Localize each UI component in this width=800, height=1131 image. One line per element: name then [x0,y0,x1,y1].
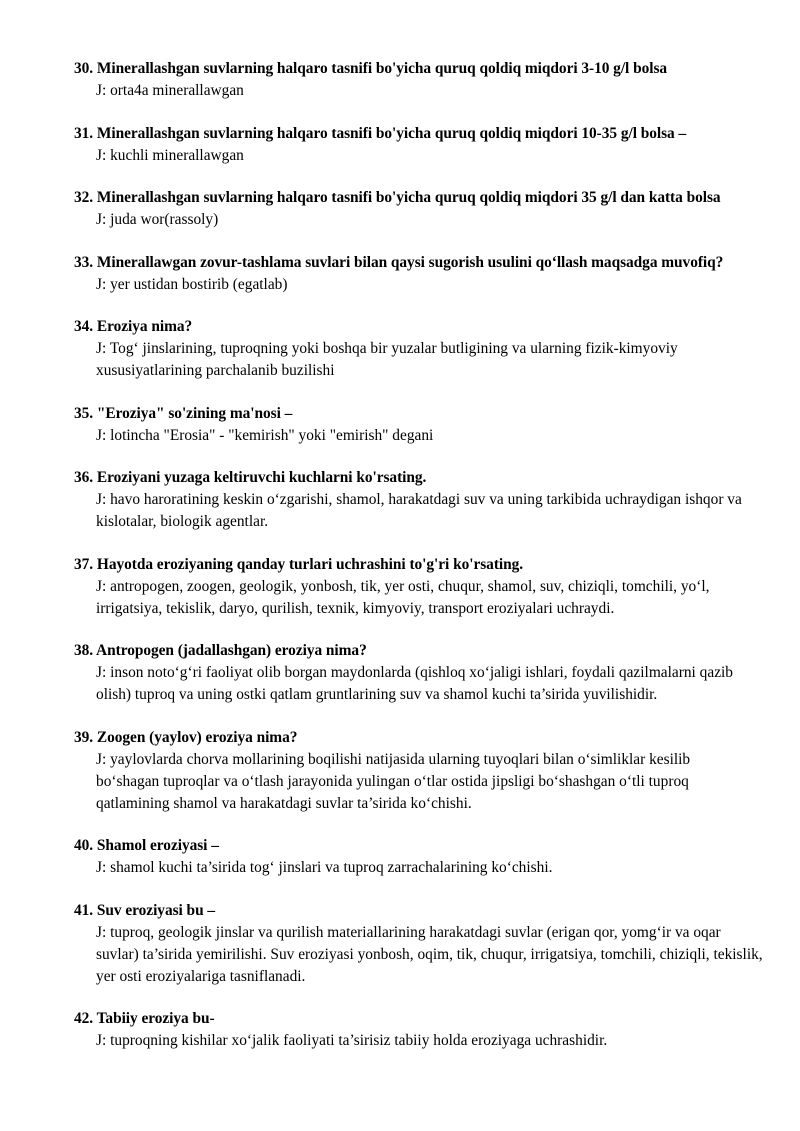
qa-item-32 [74,187,764,231]
question-number: 41. [74,901,94,919]
qa-item-42 [74,1008,764,1052]
qa-item-33 [74,252,764,296]
question-number: 32. [74,189,94,206]
question [74,316,764,338]
answer-text: J: yaylovlarda chorva mollarining boqilishi natijasida ularning tuyoqlari bilan o‘simliklar kesilib bo‘shagan tuproqlar va o‘tlash jarayonida yulingan o‘tlar ostida jipsligi bo‘shashgan o‘tli tuproq qatlamining shamol va harakatdagi suvlar ta’sirida ko‘chishi. [96,750,691,812]
question-text: "Eroziya" so'zining ma'nosi – [96,404,293,422]
qa-item-39 [74,727,764,815]
question-text: Hayotda eroziyaning qanday turlari uchrashini to'g'ri ko'rsating. [96,555,524,573]
question [74,187,764,209]
answer-text: J: tuproqning kishilar xo‘jalik faoliyati ta’sirisiz tabiiy holda eroziyaga uchrashidir. [96,1032,608,1049]
question-text: Shamol eroziyasi – [96,837,219,854]
qa-item-37 [74,554,764,620]
question-text: Minerallashgan suvlarning halqaro tasnifi bo'yicha quruq qoldiq miqdori 3-10 g/l bolsa [96,60,668,77]
question-number: 39. [74,728,94,746]
qa-item-36 [74,467,764,533]
question-text: Minerallawgan zovur-tashlama suvlari bilan qaysi sugorish usulini qo‘llash maqsadga muvofiq? [96,253,724,271]
question-number: 38. [74,642,94,659]
question-number: 37. [74,555,94,573]
answer-text: J: shamol kuchi ta’sirida tog‘ jinslari va tuproq zarrachalarining ko‘chishi. [96,859,553,876]
qa-item-31 [74,123,764,167]
question-text: Minerallashgan suvlarning halqaro tasnifi bo'yicha quruq qoldiq miqdori 10-35 g/l bolsa – [96,124,687,142]
qa-item-40 [74,835,764,879]
qa-item-34 [74,316,764,382]
answer-text: J: yer ustidan bostirib (egatlab) [96,275,288,293]
question-text: Suv eroziyasi bu – [96,901,216,919]
answer-text: J: juda wor(rassoly) [96,211,219,228]
question-number: 31. [74,124,94,142]
answer-text: J: orta4a minerallawgan [96,82,244,99]
question [74,835,764,857]
qa-item-41 [74,900,764,988]
question [74,252,764,274]
answer-text: J: inson noto‘g‘ri faoliyat olib borgan maydonlarda (qishloq xo‘jaligi ishlari, foydali qazilmalarni qazib olish) tuproq va uning ostki qatlam gruntlarining suv va shamol kuchi ta’sirida yuvilishidir. [96,664,733,703]
question [74,58,764,80]
question-text: Minerallashgan suvlarning halqaro tasnifi bo'yicha quruq qoldiq miqdori 35 g/l dan katta bolsa [96,189,721,206]
question-number: 34. [74,318,94,335]
qa-item-30 [74,58,764,102]
question-number: 40. [74,837,94,854]
qa-item-35 [74,403,764,447]
question-number: 36. [74,469,94,486]
question-text: Zoogen (yaylov) eroziya nima? [96,728,298,746]
question [74,1008,764,1030]
question [74,640,764,662]
question [74,727,764,749]
answer-text: J: Tog‘ jinslarining, tuproqning yoki boshqa bir yuzalar butligining va ularning fizik-kimyoviy xususiyatlarining parchalanib buzilishi [96,340,678,379]
question-number: 33. [74,253,94,271]
question [74,467,764,489]
answer-text: J: havo haroratining keskin o‘zgarishi, shamol, harakatdagi suv va uning tarkibida uchraydigan ishqor va kislotalar, biologik agentlar. [96,491,742,530]
question [74,900,764,922]
answer-text: J: lotincha "Erosia" - "kemirish" yoki "emirish" degani [96,426,434,444]
question-text: Eroziyani yuzaga keltiruvchi kuchlarni ko'rsating. [96,469,427,486]
question-text: Tabiiy eroziya bu- [96,1010,215,1027]
answer-text: J: tuproq, geologik jinslar va qurilish materiallarining harakatdagi suvlar (erigan qor, yomg‘ir va oqar suvlar) ta’sirida yemirilishi. Suv eroziyasi yonbosh, oqim, tik, chuqur, irrigatsiya, tomchili, chiziqli, tekislik, yer osti eroziyalariga tasniflanadi. [96,923,763,985]
question [74,554,764,576]
question-number: 35. [74,404,94,422]
question-text: Eroziya nima? [96,318,193,335]
question-number: 42. [74,1010,94,1027]
question [74,123,764,145]
question-text: Antropogen (jadallashgan) eroziya nima? [96,642,367,659]
qa-item-38 [74,640,764,706]
question [74,403,764,425]
answer-text: J: kuchli minerallawgan [96,146,244,164]
answer-text: J: antropogen, zoogen, geologik, yonbosh, tik, yer osti, chuqur, shamol, suv, chiziqli, tomchili, yo‘l, irrigatsiya, tekislik, daryo, qurilish, texnik, kimyoviy, transport eroziyalari uchraydi. [96,577,710,617]
question-number: 30. [74,60,94,77]
